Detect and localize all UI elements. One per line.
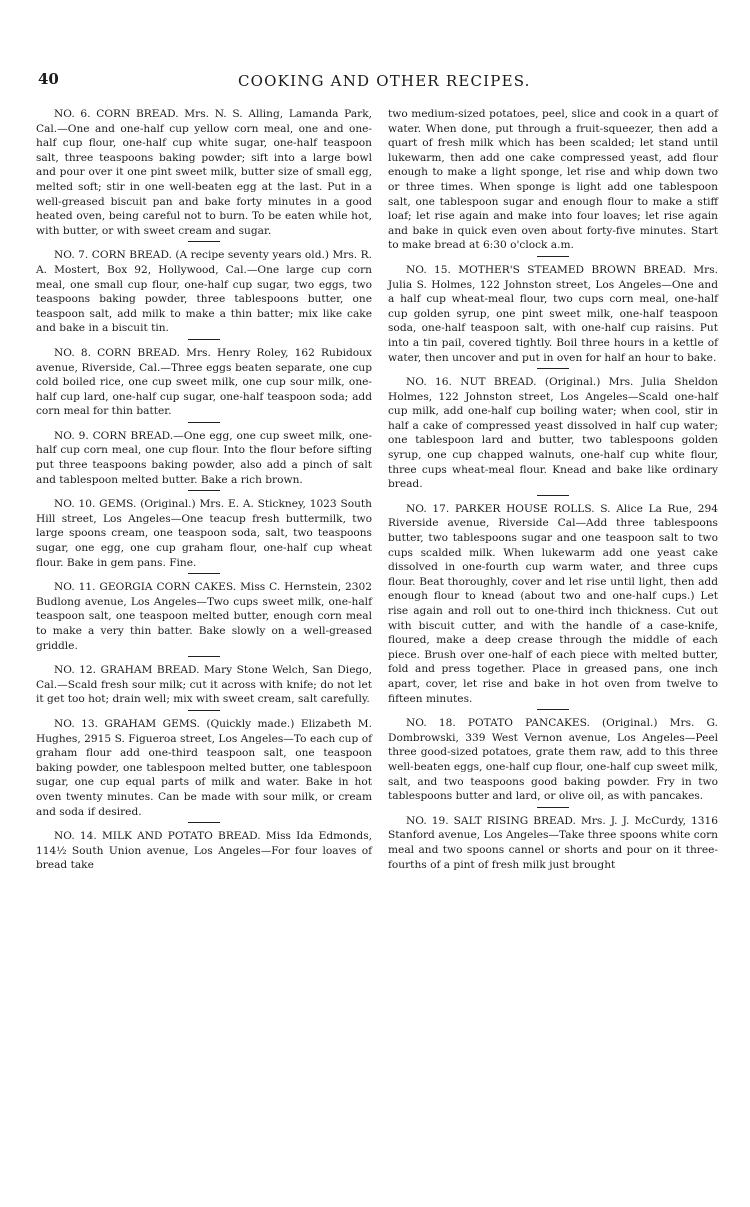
separator-rule [537, 256, 569, 257]
recipe-no-7: NO. 7. CORN BREAD. (A recipe seventy years old.) Mrs. R. A. Mostert, Box 92, Hollywood, Cal.—One large cup corn meal, one small cup flour, one-half cup sugar, two eggs, two teaspoons baking powder, three tablespoons butter, one teaspoon salt, add milk to make a thin batter; mix like cake and bake in a biscuit tin. [36, 249, 372, 335]
recipe-no-18: NO. 18. POTATO PANCAKES. (Original.) Mrs. G. Dombrowski, 339 West Vernon avenue, Los Angeles—Peel three good-sized potatoes, grate them raw, add to this three well-beaten eggs, one-half cup flour, one-half cup sweet milk, salt, and two teaspoons good baking powder. Fry in two tablespoons butter and lard, or olive oil, as with pancakes. [388, 717, 718, 803]
separator-rule [188, 241, 220, 242]
recipe-no-16: NO. 16. NUT BREAD. (Original.) Mrs. Julia Sheldon Holmes, 122 Johnston street, Los Angeles—Scald one-half cup milk, add one-half cup boiling water; when cool, stir in half a cake of compressed yeast dissolved in half cup water; one tablespoon lard and butter, two tablespoons golden syrup, one cup chapped walnuts, one-half cup white flour, three cups wheat-meal flour. Knead and bake like ordinary bread. [388, 376, 718, 491]
separator-rule [537, 709, 569, 710]
separator-rule [188, 422, 220, 423]
recipe-no-11: NO. 11. GEORGIA CORN CAKES. Miss C. Hernstein, 2302 Budlong avenue, Los Angeles—Two cups sweet milk, one-half teaspoon salt, one teaspoon melted butter, enough corn meal to make a very thin batter. Bake slowly on a well-greased griddle. [36, 581, 372, 652]
recipe-no-9: NO. 9. CORN BREAD.—One egg, one cup sweet milk, one-half cup corn meal, one cup flour. Into the flour before sifting put three teaspoons baking powder, also add a pinch of salt and tablespoon melted butter. Bake a rich brown. [36, 429, 372, 486]
separator-rule [537, 807, 569, 808]
recipe-no-17: NO. 17. PARKER HOUSE ROLLS. S. Alice La Rue, 294 Riverside avenue, Riverside Cal—Add three tablespoons butter, two tablespoons sugar and one teaspoon salt to two cups scalded milk. When lukewarm add one yeast cake dissolved in one-fourth cup warm water, and three cups flour. Beat thoroughly, cover and let rise until light, then add enough flour to knead (about two and one-half cups.) Let rise again and roll out to one-third inch thickness. Cut out with biscuit cutter, and with the handle of a case-knife, floured, make a deep crease through the middle of each piece. Brush over one-half of each piece with melted butter, fold and press together. Place in greased pans, one inch apart, cover, let rise and bake in hot oven from twelve to fifteen minutes. [388, 502, 718, 705]
recipe-no-12: NO. 12. GRAHAM BREAD. Mary Stone Welch, San Diego, Cal.—Scald fresh sour milk; cut it across with knife; do not let it get too hot; drain well; mix with sweet cream, salt carefully. [36, 664, 372, 706]
right-column [388, 107, 718, 872]
separator-rule [188, 710, 220, 711]
page-number: 40 [38, 70, 59, 88]
separator-rule [188, 339, 220, 340]
recipe-no-19-start: NO. 19. SALT RISING BREAD. Mrs. J. J. McCurdy, 1316 Stanford avenue, Los Angeles—Take three spoons white corn meal and two spoons cannel or shorts and pour on it three-fourths of a pint of fresh milk just brought [388, 814, 718, 871]
separator-rule [188, 490, 220, 491]
separator-rule [188, 573, 220, 574]
running-title: COOKING AND OTHER RECIPES. [238, 72, 531, 90]
separator-rule [188, 656, 220, 657]
recipe-no-10: NO. 10. GEMS. (Original.) Mrs. E. A. Stickney, 1023 South Hill street, Los Angeles—One teacup fresh buttermilk, two large spoons cream, one teaspoon soda, salt, two teaspoons sugar, one egg, one cup graham flour, one-half cup wheat flour. Bake in gem pans. Fine. [36, 498, 372, 569]
left-column [36, 107, 372, 873]
separator-rule [537, 368, 569, 369]
recipe-no-14-start: NO. 14. MILK AND POTATO BREAD. Miss Ida Edmonds, 114½ South Union avenue, Los Angeles—For four loaves of bread take [36, 830, 372, 872]
recipe-no-14-continued: two medium-sized potatoes, peel, slice and cook in a quart of water. When done, put through a fruit-squeezer, then add a quart of fresh milk which has been scalded; let stand until lukewarm, then add one cake compressed yeast, add flour enough to make a light sponge, let rise and whip down two or three times. When sponge is light add one tablespoon salt, one tablespoon sugar and enough flour to make a stiff loaf; let rise again and make into four loaves; let rise again and bake in quick even oven about forty-five minutes. Start to make bread at 6:30 o'clock a.m. [388, 108, 718, 252]
recipe-no-15: NO. 15. MOTHER'S STEAMED BROWN BREAD. Mrs. Julia S. Holmes, 122 Johnston street, Los Angeles—One and a half cup wheat-meal flour, two cups corn meal, one-half cup golden syrup, one pint sweet milk, one-half teaspoon soda, one-half teaspoon salt, with one-half cup raisins. Put into a tin pail, covered tightly. Boil three hours in a kettle of water, then uncover and put in oven for half an hour to bake. [388, 263, 718, 364]
separator-rule [188, 822, 220, 823]
recipe-no-13: NO. 13. GRAHAM GEMS. (Quickly made.) Elizabeth M. Hughes, 2915 S. Figueroa street, Los Angeles—To each cup of graham flour add one-third teaspoon salt, one teaspoon baking powder, one tablespoon melted butter, one tablespoon sugar, one cup equal parts of milk and water. Bake in hot oven twenty minutes. Can be made with sour milk, or cream and soda if desired. [36, 717, 372, 818]
separator-rule [537, 495, 569, 496]
recipe-no-6: NO. 6. CORN BREAD. Mrs. N. S. Alling, Lamanda Park, Cal.—One and one-half cup yellow corn meal, one and one-half cup flour, one-half cup white sugar, one-half teaspoon salt, three teaspoons baking powder; sift into a large bowl and pour over it one pint sweet milk, butter size of small egg, melted soft; stir in one well-beaten egg at the last. Put in a well-greased biscuit pan and bake forty minutes in a good heated oven, being careful not to burn. To be eaten while hot, with butter, or with sweet cream and sugar. [36, 108, 372, 237]
recipe-no-8: NO. 8. CORN BREAD. Mrs. Henry Roley, 162 Rubidoux avenue, Riverside, Cal.—Three eggs beaten separate, one cup cold boiled rice, one cup sweet milk, one cup sour milk, one-half cup lard, one-half cup sugar, one-half teaspoon soda; add corn meal for thin batter. [36, 346, 372, 418]
